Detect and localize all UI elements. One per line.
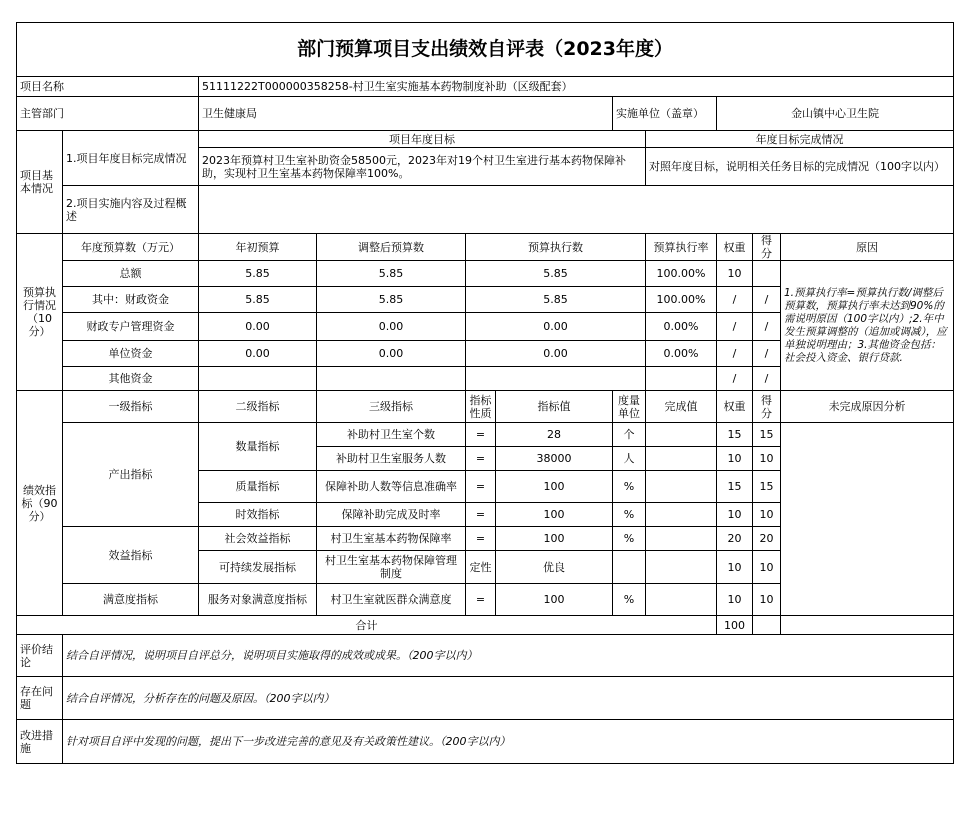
budget-row-initial: 5.85: [199, 287, 317, 313]
perf-score: 15: [753, 471, 781, 503]
perf-score: 10: [753, 503, 781, 527]
perf-unit: [613, 551, 646, 584]
total-reason: [781, 616, 954, 635]
perf-l2-social: 社会效益指标: [199, 527, 317, 551]
perf-header-weight: 权重: [717, 391, 753, 423]
budget-row-rate: 0.00%: [646, 341, 717, 367]
budget-row-name: 总额: [63, 261, 199, 287]
perf-weight: 15: [717, 471, 753, 503]
problems-text: 结合自评情况，分析存在的问题及原因。（200字以内）: [63, 677, 954, 720]
budget-row-name: 财政专户管理资金: [63, 313, 199, 341]
budget-row-score: /: [753, 287, 781, 313]
budget-header-initial: 年初预算: [199, 234, 317, 261]
perf-score: 10: [753, 584, 781, 616]
budget-row-weight: /: [717, 341, 753, 367]
perf-nature: =: [466, 447, 496, 471]
budget-row-initial: [199, 367, 317, 391]
perf-unit: %: [613, 503, 646, 527]
perf-l2-service-satisfaction: 服务对象满意度指标: [199, 584, 317, 616]
dept-value: 卫生健康局: [199, 97, 613, 131]
total-weight: 100: [717, 616, 753, 635]
budget-row-rate: [646, 367, 717, 391]
perf-l1-output: 产出指标: [63, 423, 199, 527]
perf-l2-timeliness: 时效指标: [199, 503, 317, 527]
perf-score: 10: [753, 551, 781, 584]
perf-l3: 村卫生室基本药物保障管理制度: [317, 551, 466, 584]
budget-row-name: 其中：财政资金: [63, 287, 199, 313]
perf-l2-quality: 质量指标: [199, 471, 317, 503]
perf-nature: =: [466, 471, 496, 503]
perf-header-l3: 三级指标: [317, 391, 466, 423]
perf-score: 20: [753, 527, 781, 551]
perf-l1-benefit: 效益指标: [63, 527, 199, 584]
perf-l3: 村卫生室就医群众满意度: [317, 584, 466, 616]
budget-section-label: 预算执行情况（10分）: [17, 234, 63, 391]
budget-row-initial: 0.00: [199, 341, 317, 367]
perf-score: 10: [753, 447, 781, 471]
budget-row-adjusted: [317, 367, 466, 391]
perf-header-score: 得分: [753, 391, 781, 423]
perf-l2-quantity: 数量指标: [199, 423, 317, 471]
measures-text: 针对项目自评中发现的问题，提出下一步改进完善的意见及有关政策性建议。（200字以内）: [63, 720, 954, 764]
perf-l1-satisfaction: 满意度指标: [63, 584, 199, 616]
budget-header-reason: 原因: [781, 234, 954, 261]
budget-row-score: /: [753, 367, 781, 391]
perf-header-done: 完成值: [646, 391, 717, 423]
budget-row-rate: 100.00%: [646, 287, 717, 313]
perf-weight: 10: [717, 584, 753, 616]
budget-row-rate: 100.00%: [646, 261, 717, 287]
perf-l3: 补助村卫生室服务人数: [317, 447, 466, 471]
perf-nature: =: [466, 584, 496, 616]
budget-header-executed: 预算执行数: [466, 234, 646, 261]
budget-row-executed: [466, 367, 646, 391]
page-title: 部门预算项目支出绩效自评表（2023年度）: [17, 23, 954, 77]
perf-header-value: 指标值: [496, 391, 613, 423]
perf-done: [646, 423, 717, 447]
perf-weight: 10: [717, 447, 753, 471]
budget-row-executed: 5.85: [466, 287, 646, 313]
perf-unit: 人: [613, 447, 646, 471]
perf-value: 38000: [496, 447, 613, 471]
perf-value: 100: [496, 471, 613, 503]
item1-goal: 2023年预算村卫生室补助资金58500元，2023年对19个村卫生室进行基本药物保障补助，实现村卫生室基本药物保障率100%。: [199, 148, 646, 186]
perf-weight: 20: [717, 527, 753, 551]
perf-nature: =: [466, 503, 496, 527]
budget-row-executed: 0.00: [466, 313, 646, 341]
perf-reason-cell: [781, 423, 954, 616]
budget-row-adjusted: 5.85: [317, 287, 466, 313]
goal-header: 项目年度目标: [199, 131, 646, 148]
perf-value: 优良: [496, 551, 613, 584]
budget-row-name: 其他资金: [63, 367, 199, 391]
perf-weight: 10: [717, 551, 753, 584]
perf-weight: 10: [717, 503, 753, 527]
dept-label: 主管部门: [17, 97, 199, 131]
budget-header-rate: 预算执行率: [646, 234, 717, 261]
budget-header-weight: 权重: [717, 234, 753, 261]
budget-row-initial: 0.00: [199, 313, 317, 341]
budget-header-annual: 年度预算数（万元）: [63, 234, 199, 261]
evaluation-table: [16, 22, 954, 764]
item1-label: 1.项目年度目标完成情况: [63, 131, 199, 186]
total-label: 合计: [17, 616, 717, 635]
perf-unit: %: [613, 584, 646, 616]
problems-label: 存在问题: [17, 677, 63, 720]
perf-l3: 村卫生室基本药物保障率: [317, 527, 466, 551]
perf-header-reason: 未完成原因分析: [781, 391, 954, 423]
project-name-value: 51111222T000000358258-村卫生室实施基本药物制度补助（区级配套）: [199, 77, 954, 97]
total-score: [753, 616, 781, 635]
perf-done: [646, 471, 717, 503]
budget-header-adjusted: 调整后预算数: [317, 234, 466, 261]
performance-section-label: 绩效指标（90分）: [17, 391, 63, 616]
budget-row-executed: 0.00: [466, 341, 646, 367]
impl-unit-value: 金山镇中心卫生院: [717, 97, 954, 131]
budget-row-adjusted: 0.00: [317, 341, 466, 367]
budget-row-weight: /: [717, 313, 753, 341]
budget-row-name: 单位资金: [63, 341, 199, 367]
perf-done: [646, 503, 717, 527]
conclusion-text: 结合自评情况，说明项目自评总分，说明项目实施取得的成效或成果。（200字以内）: [63, 635, 954, 677]
budget-row-adjusted: 0.00: [317, 313, 466, 341]
perf-score: 15: [753, 423, 781, 447]
perf-l2-sustainable: 可持续发展指标: [199, 551, 317, 584]
perf-unit: %: [613, 471, 646, 503]
budget-row-weight: /: [717, 367, 753, 391]
budget-row-weight: 10: [717, 261, 753, 287]
perf-l3: 补助村卫生室个数: [317, 423, 466, 447]
perf-unit: %: [613, 527, 646, 551]
perf-value: 100: [496, 527, 613, 551]
perf-l3: 保障补助人数等信息准确率: [317, 471, 466, 503]
perf-header-l1: 一级指标: [63, 391, 199, 423]
budget-row-score: /: [753, 313, 781, 341]
perf-done: [646, 447, 717, 471]
completion-header: 年度目标完成情况: [646, 131, 954, 148]
perf-nature: =: [466, 527, 496, 551]
perf-header-nature: 指标性质: [466, 391, 496, 423]
perf-value: 100: [496, 584, 613, 616]
perf-weight: 15: [717, 423, 753, 447]
budget-reason: 1.预算执行率=预算执行数/调整后预算数，预算执行率未达到90%的需说明原因（100字以内）;2.年中发生预算调整的（追加或调减），应单独说明理由；3.其他资金包括：社会投入资金、银行贷款.: [781, 261, 954, 391]
perf-header-l2: 二级指标: [199, 391, 317, 423]
budget-header-score: 得分: [753, 234, 781, 261]
conclusion-label: 评价结论: [17, 635, 63, 677]
perf-done: [646, 584, 717, 616]
perf-l3: 保障补助完成及时率: [317, 503, 466, 527]
perf-value: 100: [496, 503, 613, 527]
budget-row-initial: 5.85: [199, 261, 317, 287]
budget-row-score: [753, 261, 781, 287]
item2-value: [199, 186, 954, 234]
perf-nature: 定性: [466, 551, 496, 584]
item2-label: 2.项目实施内容及过程概述: [63, 186, 199, 234]
perf-nature: =: [466, 423, 496, 447]
budget-row-score: /: [753, 341, 781, 367]
project-name-label: 项目名称: [17, 77, 199, 97]
perf-done: [646, 527, 717, 551]
perf-value: 28: [496, 423, 613, 447]
impl-unit-label: 实施单位（盖章）: [613, 97, 717, 131]
item1-completion: 对照年度目标，说明相关任务目标的完成情况（100字以内）: [646, 148, 954, 186]
basic-section-label: 项目基本情况: [17, 131, 63, 234]
evaluation-sheet: [16, 22, 953, 764]
perf-header-unit: 度量单位: [613, 391, 646, 423]
perf-unit: 个: [613, 423, 646, 447]
measures-label: 改进措施: [17, 720, 63, 764]
perf-done: [646, 551, 717, 584]
budget-row-adjusted: 5.85: [317, 261, 466, 287]
budget-row-weight: /: [717, 287, 753, 313]
budget-row-rate: 0.00%: [646, 313, 717, 341]
budget-row-executed: 5.85: [466, 261, 646, 287]
